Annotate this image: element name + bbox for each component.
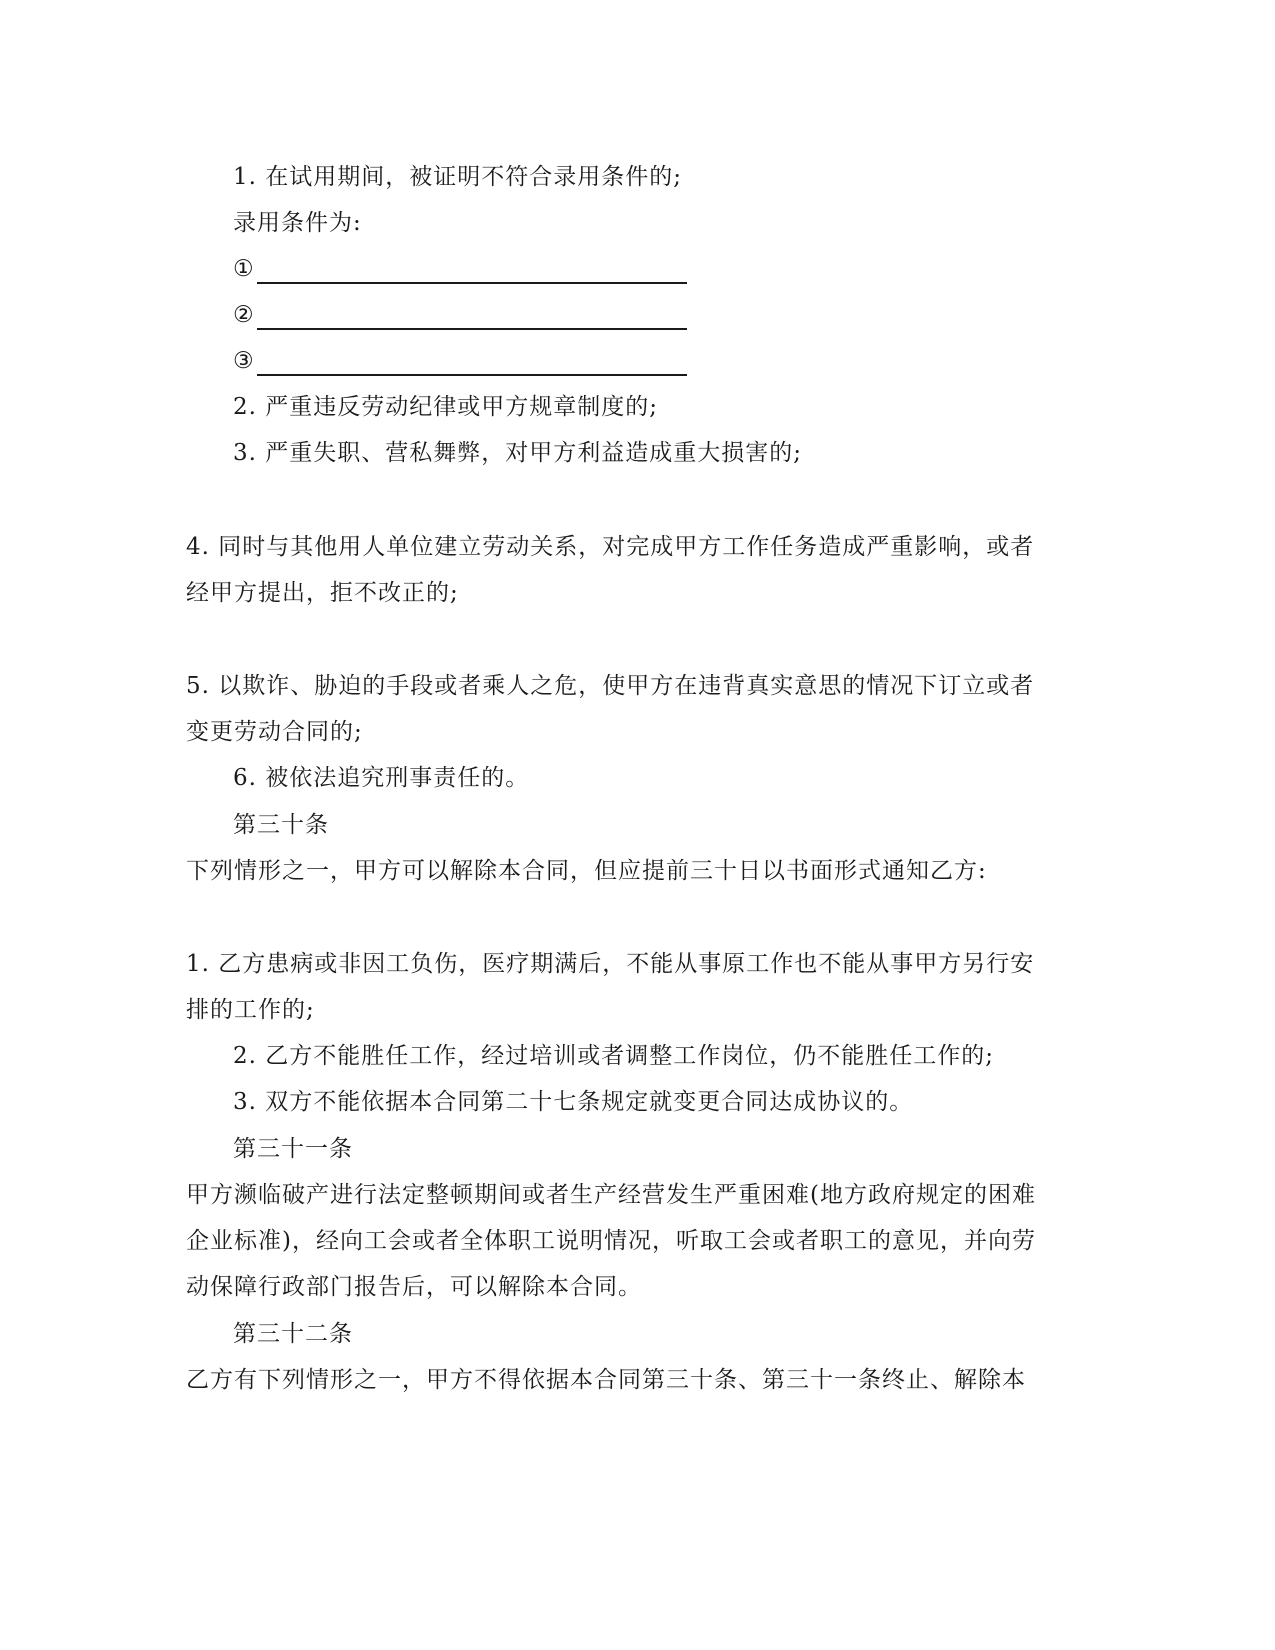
article-30-item-1-line-1: 1. 乙方患病或非因工负伤，医疗期满后，不能从事原工作也不能从事甲方另行安 [186,951,1035,977]
circled-number-3: ③ [233,348,255,374]
article-32-body-line-1: 乙方有下列情形之一，甲方不得依据本合同第三十条、第三十一条终止、解除本 [186,1367,1026,1393]
clause-item-2-discipline: 2. 严重违反劳动纪律或甲方规章制度的; [233,394,659,420]
circled-number-1: ① [233,256,255,282]
clause-item-4-line-1: 4. 同时与其他用人单位建立劳动关系，对完成甲方工作任务造成严重影响，或者 [186,534,1035,560]
article-31-body-line-1: 甲方濒临破产进行法定整顿期间或者生产经营发生严重困难(地方政府规定的困难 [186,1182,1036,1208]
fill-in-underline [257,308,687,330]
circled-number-2: ② [233,302,255,328]
clause-item-5-line-2: 变更劳动合同的; [186,719,363,745]
fill-in-underline [257,262,687,284]
hiring-condition-blank-3 [233,346,687,376]
hiring-conditions-label: 录用条件为: [233,210,362,236]
article-30-item-2: 2. 乙方不能胜任工作，经过培训或者调整工作岗位，仍不能胜任工作的; [233,1043,995,1069]
article-31-heading: 第三十一条 [233,1136,353,1162]
article-30-item-1-line-2: 排的工作的; [186,997,315,1023]
clause-item-3-negligence: 3. 严重失职、营私舞弊，对甲方利益造成重大损害的; [233,440,803,466]
article-31-body-line-3: 动保障行政部门报告后，可以解除本合同。 [186,1274,642,1300]
clause-item-4-line-2: 经甲方提出，拒不改正的; [186,580,459,606]
hiring-condition-blank-1 [233,254,687,284]
article-30-intro: 下列情形之一，甲方可以解除本合同，但应提前三十日以书面形式通知乙方: [186,858,987,884]
article-30-item-3: 3. 双方不能依据本合同第二十七条规定就变更合同达成协议的。 [233,1089,914,1115]
hiring-condition-blank-2 [233,300,687,330]
clause-item-5-line-1: 5. 以欺诈、胁迫的手段或者乘人之危，使甲方在违背真实意思的情况下订立或者 [186,673,1035,699]
article-30-heading: 第三十条 [233,812,329,838]
article-32-heading: 第三十二条 [233,1321,353,1347]
fill-in-underline [257,354,687,376]
clause-item-1-probation: 1. 在试用期间，被证明不符合录用条件的; [233,164,683,190]
clause-item-6-criminal: 6. 被依法追究刑事责任的。 [233,765,530,791]
article-31-body-line-2: 企业标准)，经向工会或者全体职工说明情况，听取工会或者职工的意见，并向劳 [186,1228,1036,1254]
